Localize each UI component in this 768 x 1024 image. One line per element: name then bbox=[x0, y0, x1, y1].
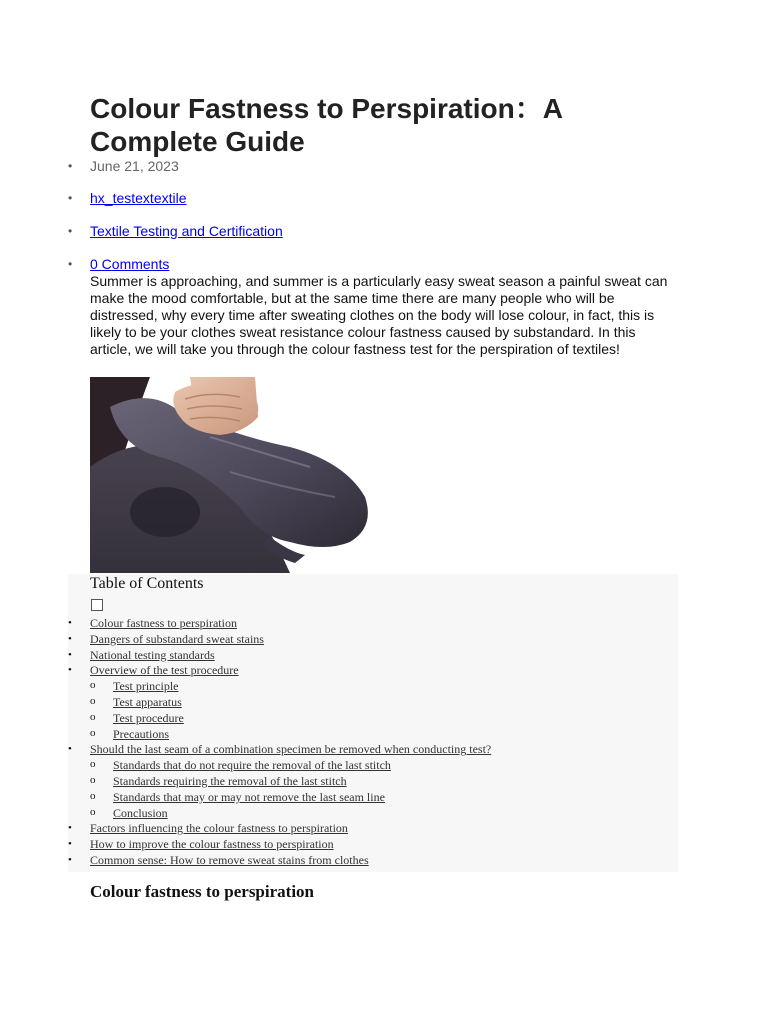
person-covering-mouth-photo bbox=[90, 377, 376, 573]
toc-link[interactable]: Dangers of substandard sweat stains bbox=[90, 631, 264, 646]
toc-subitem bbox=[68, 679, 678, 695]
toc-subitem bbox=[68, 774, 678, 790]
toc-subitem bbox=[68, 790, 678, 806]
category-link[interactable]: Textile Testing and Certification bbox=[90, 223, 283, 239]
toc-link[interactable]: Test procedure bbox=[113, 710, 184, 725]
toc-link[interactable]: Should the last seam of a combination specimen be removed when conducting test? bbox=[90, 742, 492, 757]
toc-subitem bbox=[68, 711, 678, 727]
article-title: Colour Fastness to Perspiration：A Complete Guide bbox=[90, 93, 562, 157]
toc-list bbox=[68, 616, 678, 869]
author-link[interactable]: hx_testextextile bbox=[90, 190, 187, 206]
toc-title: Table of Contents bbox=[90, 575, 204, 592]
post-meta-list bbox=[68, 158, 688, 273]
post-author bbox=[68, 190, 688, 207]
toc-item bbox=[68, 663, 678, 679]
toc-link[interactable]: Test apparatus bbox=[113, 694, 182, 709]
intro-paragraph: Summer is approaching, and summer is a particularly easy sweat season a painful sweat can make the mood comfortable, but at the same time there are many people who will be distressed, why every time after sweating clothes on the body will lose colour, in fact, this is likely to be your clothes sweat resistance colour fastness caused by substandard. In this article, we will take you through the colour fastness test for the perspiration of textiles! bbox=[90, 273, 668, 357]
toc-item bbox=[68, 821, 678, 837]
toc-link[interactable]: Colour fastness to perspiration bbox=[90, 616, 237, 630]
toc-link[interactable]: National testing standards bbox=[90, 647, 215, 662]
toc-subitem bbox=[68, 806, 678, 822]
toc-subitem bbox=[68, 727, 678, 743]
toc-link[interactable]: Conclusion bbox=[113, 805, 168, 820]
toc-link[interactable]: Overview of the test procedure bbox=[90, 663, 239, 678]
toc-item bbox=[68, 648, 678, 664]
toc-link[interactable]: How to improve the colour fastness to perspiration bbox=[90, 837, 334, 852]
post-category bbox=[68, 223, 688, 240]
toc-link[interactable]: Standards that may or may not remove the last seam line bbox=[113, 789, 385, 804]
toc-item bbox=[68, 742, 678, 758]
toc-item bbox=[68, 616, 678, 632]
toc-link[interactable]: Standards requiring the removal of the last stitch bbox=[113, 773, 347, 788]
toc-item bbox=[68, 837, 678, 853]
table-of-contents bbox=[68, 574, 678, 872]
section-heading: Colour fastness to perspiration bbox=[90, 882, 314, 901]
toc-link[interactable]: Precautions bbox=[113, 726, 169, 741]
article-image bbox=[90, 377, 376, 573]
toc-link[interactable]: Common sense: How to remove sweat stains from clothes bbox=[90, 852, 369, 867]
comments-link[interactable]: 0 Comments bbox=[90, 256, 170, 272]
toc-item bbox=[68, 853, 678, 869]
toc-link[interactable]: Test principle bbox=[113, 679, 179, 694]
toc-link[interactable]: Factors influencing the colour fastness to perspiration bbox=[90, 821, 348, 836]
post-date: • June 21, 2023 bbox=[68, 158, 688, 175]
toc-subitem bbox=[68, 758, 678, 774]
toc-toggle-checkbox[interactable] bbox=[91, 599, 103, 611]
toc-link[interactable]: Standards that do not require the removal of the last stitch bbox=[113, 758, 391, 773]
post-comments bbox=[68, 256, 688, 273]
toc-subitem bbox=[68, 695, 678, 711]
toc-item bbox=[68, 632, 678, 648]
